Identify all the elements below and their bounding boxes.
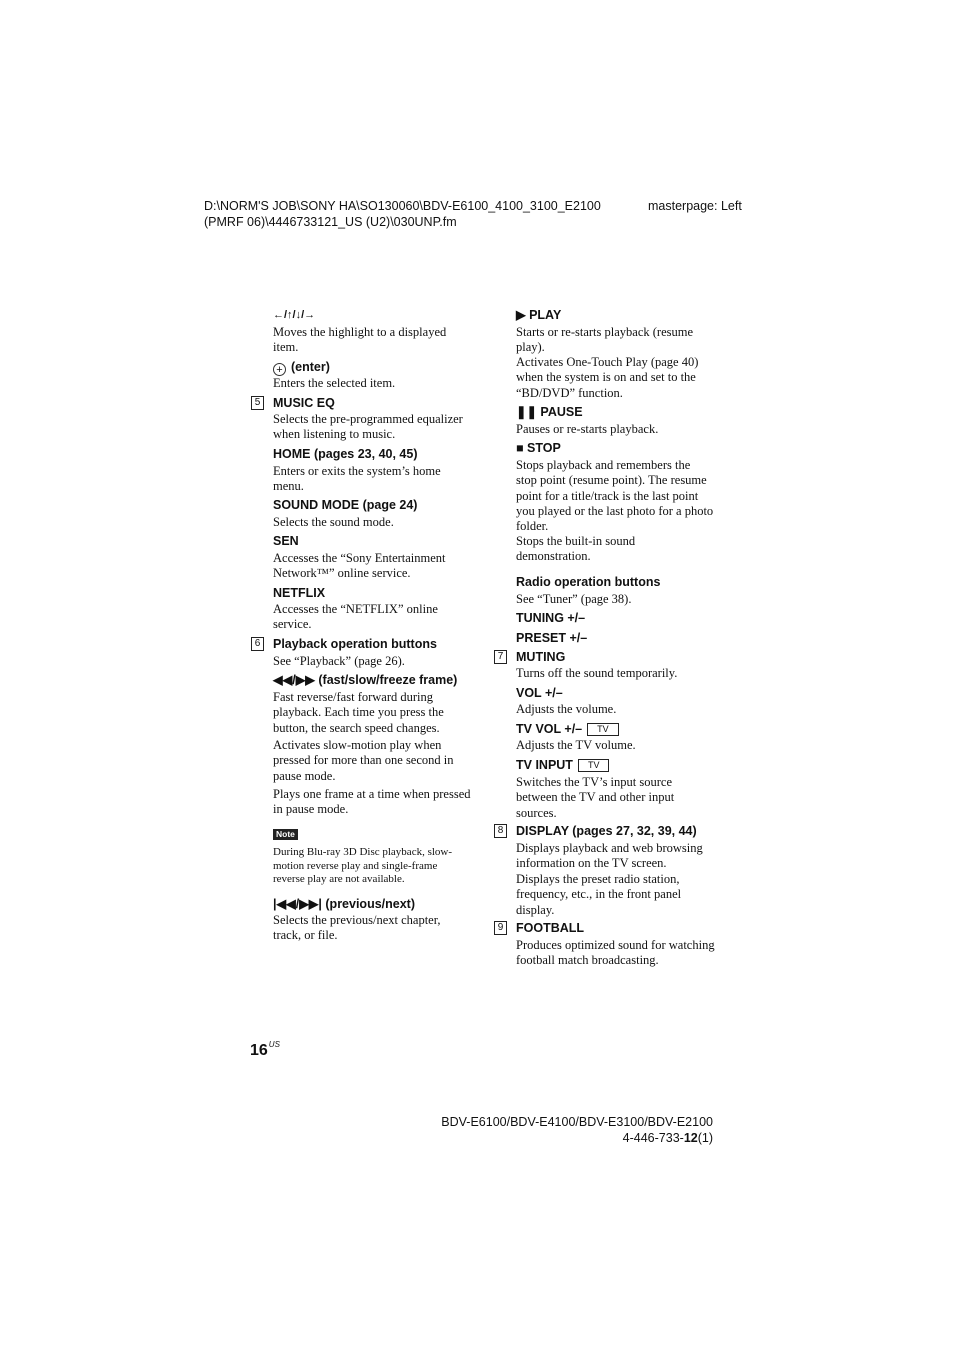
sound-mode-heading: SOUND MODE (page 24) xyxy=(273,498,418,512)
stop-heading: ■ STOP xyxy=(516,441,561,455)
sound-mode-description: Selects the sound mode. xyxy=(273,515,394,529)
tv-badge-volume: TV xyxy=(587,723,619,736)
document-code xyxy=(623,1130,713,1146)
muting-heading: MUTING xyxy=(516,650,566,664)
stop-description-1: Stops playback and remembers the stop point (resume point). The resume point for a title/track is the last point you played or the last photo for a photo folder. xyxy=(516,458,714,534)
document-code-revision: 12 xyxy=(683,1131,698,1145)
fast-slow-heading: ◀◀/▶▶ (fast/slow/freeze frame) xyxy=(273,673,458,687)
note-label: Note xyxy=(273,829,298,840)
file-path-line-1: D:\NORM'S JOB\SONY HA\SO130060\BDV-E6100_4100_3100_E2100 xyxy=(204,199,601,213)
football-description: Produces optimized sound for watching football match broadcasting. xyxy=(516,938,715,968)
display-description-1: Displays playback and web browsing information on the TV screen. xyxy=(516,841,703,871)
arrow-keys-heading: ←/↑/↓/→ xyxy=(273,309,316,321)
page-number xyxy=(250,1040,280,1060)
tv-volume-label: TV VOL +/– xyxy=(516,722,583,736)
file-path-header xyxy=(204,198,601,230)
previous-next-heading: |◀◀/▶▶| (previous/next) xyxy=(273,897,415,911)
enter-heading xyxy=(273,359,330,376)
display-heading: DISPLAY (pages 27, 32, 39, 44) xyxy=(516,824,697,838)
music-eq-description: Selects the pre-programmed equalizer when listening to music. xyxy=(273,412,463,442)
playback-reference: See “Playback” (page 26). xyxy=(273,654,405,668)
display-description-2: Displays the preset radio station, frequency, etc., in the front panel display. xyxy=(516,872,682,917)
tv-input-description: Switches the TV’s input source between the TV and other input sources. xyxy=(516,775,675,820)
tv-badge-input: TV xyxy=(578,759,610,772)
fast-slow-description-3: Plays one frame at a time when pressed in pause mode. xyxy=(273,787,471,817)
previous-next-description: Selects the previous/next chapter, track, or file. xyxy=(273,913,441,943)
pause-heading: ❚❚ PAUSE xyxy=(516,405,583,419)
section-number-6: 6 xyxy=(251,637,264,651)
tv-volume-description: Adjusts the TV volume. xyxy=(516,738,636,752)
radio-operation-heading: Radio operation buttons xyxy=(516,575,661,589)
music-eq-heading: MUSIC EQ xyxy=(273,396,335,410)
muting-description: Turns off the sound temporarily. xyxy=(516,666,678,680)
radio-reference: See “Tuner” (page 38). xyxy=(516,592,632,606)
sen-description: Accesses the “Sony Entertainment Network™” online service. xyxy=(273,551,446,581)
section-number-9: 9 xyxy=(494,921,507,935)
page-number-value: 16 xyxy=(250,1042,268,1059)
fast-slow-description-2: Activates slow-motion play when pressed for more than one second in pause mode. xyxy=(273,738,454,783)
document-code-suffix: (1) xyxy=(697,1131,713,1145)
document-code-prefix: 4-446-733- xyxy=(622,1131,684,1145)
play-heading: ▶ PLAY xyxy=(516,308,562,322)
football-heading: FOOTBALL xyxy=(516,921,585,935)
file-path-line-2: (PMRF 06)\4446733121_US (U2)\030UNP.fm xyxy=(204,215,457,229)
volume-description: Adjusts the volume. xyxy=(516,702,617,716)
sen-heading: SEN xyxy=(273,534,299,548)
play-description-2: Activates One-Touch Play (page 40) when the system is on and set to the “BD/DVD” function. xyxy=(516,355,699,400)
section-number-7: 7 xyxy=(494,650,507,664)
stop-description-2: Stops the built-in sound demonstration. xyxy=(516,534,636,564)
tv-volume-heading xyxy=(516,721,619,737)
home-heading: HOME (pages 23, 40, 45) xyxy=(273,447,418,461)
fast-slow-description-1: Fast reverse/fast forward during playback. Each time you press the button, the search speed changes. xyxy=(273,690,444,735)
page-region-suffix: US xyxy=(268,1040,280,1049)
enter-circle-icon: + xyxy=(273,363,286,376)
netflix-description: Accesses the “NETFLIX” online service. xyxy=(273,602,438,632)
note-text: During Blu-ray 3D Disc playback, slow-motion reverse play and single-frame reverse play are not available. xyxy=(273,846,453,886)
preset-heading: PRESET +/– xyxy=(516,631,588,645)
section-number-8: 8 xyxy=(494,824,507,838)
home-description: Enters or exits the system’s home menu. xyxy=(273,464,441,494)
enter-description: Enters the selected item. xyxy=(273,376,396,390)
tv-input-heading xyxy=(516,757,609,773)
model-list: BDV-E6100/BDV-E4100/BDV-E3100/BDV-E2100 xyxy=(441,1115,713,1129)
tv-input-label: TV INPUT xyxy=(516,758,573,772)
enter-label: (enter) xyxy=(291,360,330,374)
pause-description: Pauses or re-starts playback. xyxy=(516,422,659,436)
playback-operation-heading: Playback operation buttons xyxy=(273,637,437,651)
tuning-heading: TUNING +/– xyxy=(516,611,586,625)
netflix-heading: NETFLIX xyxy=(273,586,326,600)
arrow-keys-description: Moves the highlight to a displayed item. xyxy=(273,325,447,355)
play-description-1: Starts or re-starts playback (resume play). xyxy=(516,325,694,355)
volume-heading: VOL +/– xyxy=(516,686,563,700)
section-number-5: 5 xyxy=(251,396,264,410)
masterpage-label: masterpage: Left xyxy=(648,199,742,213)
